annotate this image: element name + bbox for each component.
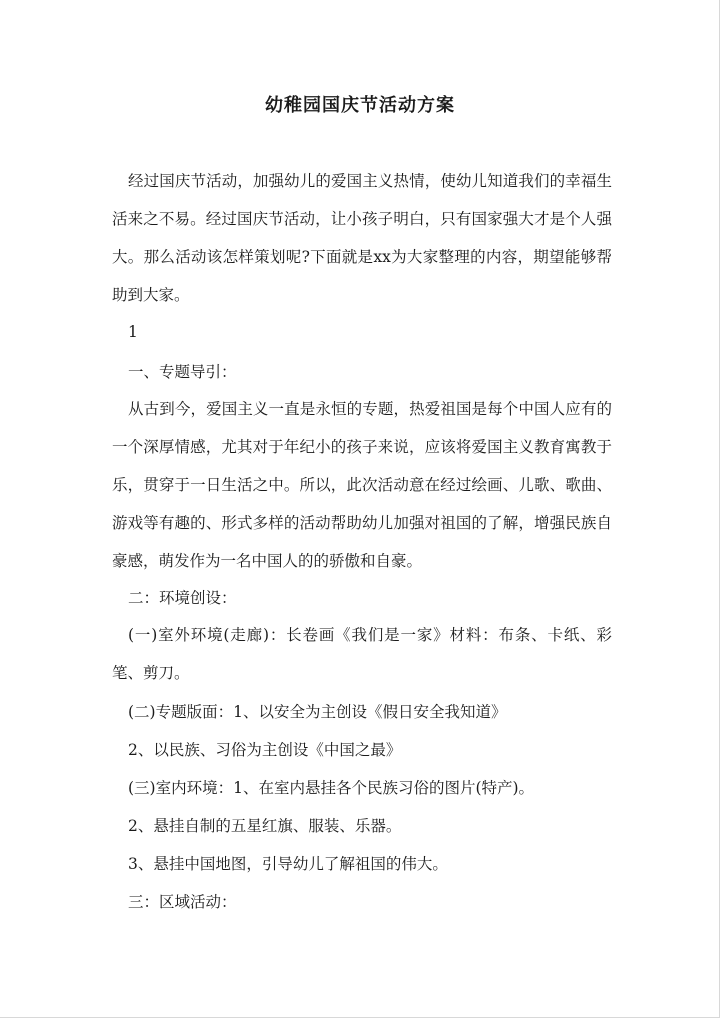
- outdoor-environment: (一)室外环境(走廊)：长卷画《我们是一家》材料：布条、卡纸、彩笔、剪刀。: [112, 626, 612, 682]
- theme-board-item-2: 2、以民族、习俗为主创设《中国之最》: [128, 741, 402, 759]
- indoor-environment-item-2: 2、悬挂自制的五星红旗、服装、乐器。: [128, 817, 402, 835]
- intro-paragraph: 经过国庆节活动，加强幼儿的爱国主义热情，使幼儿知道我们的幸福生活来之不易。经过国庆节活动，让小孩子明白，只有国家强大才是个人强大。那么活动该怎样策划呢?下面就是xx为大家整理的内容，期望能够帮助到大家。: [112, 172, 612, 304]
- indoor-environment-item-3: 3、悬挂中国地图，引导幼儿了解祖国的伟大。: [128, 855, 448, 873]
- theme-board-item-1: (二)专题版面：1、以安全为主创设《假日安全我知道》: [128, 703, 507, 721]
- indoor-environment-item-1: (三)室内环境：1、在室内悬挂各个民族习俗的图片(特产)。: [128, 779, 535, 797]
- document-title: 幼稚园国庆节活动方案: [265, 95, 455, 116]
- section3-heading: 三：区域活动：: [128, 893, 237, 911]
- section2-heading: 二：环境创设：: [128, 589, 237, 607]
- section1-heading: 一、专题导引：: [128, 363, 237, 381]
- section-number: 1: [128, 323, 138, 341]
- section1-body: 从古到今，爱国主义一直是永恒的专题，热爱祖国是每个中国人应有的一个深厚情感，尤其对于年纪小的孩子来说，应该将爱国主义教育寓教于乐，贯穿于一日生活之中。所以，此次活动意在经过绘画、儿歌、歌曲、游戏等有趣的、形式多样的活动帮助幼儿加强对祖国的了解，增强民族自豪感，萌发作为一名中国人的的骄傲和自豪。: [112, 400, 612, 570]
